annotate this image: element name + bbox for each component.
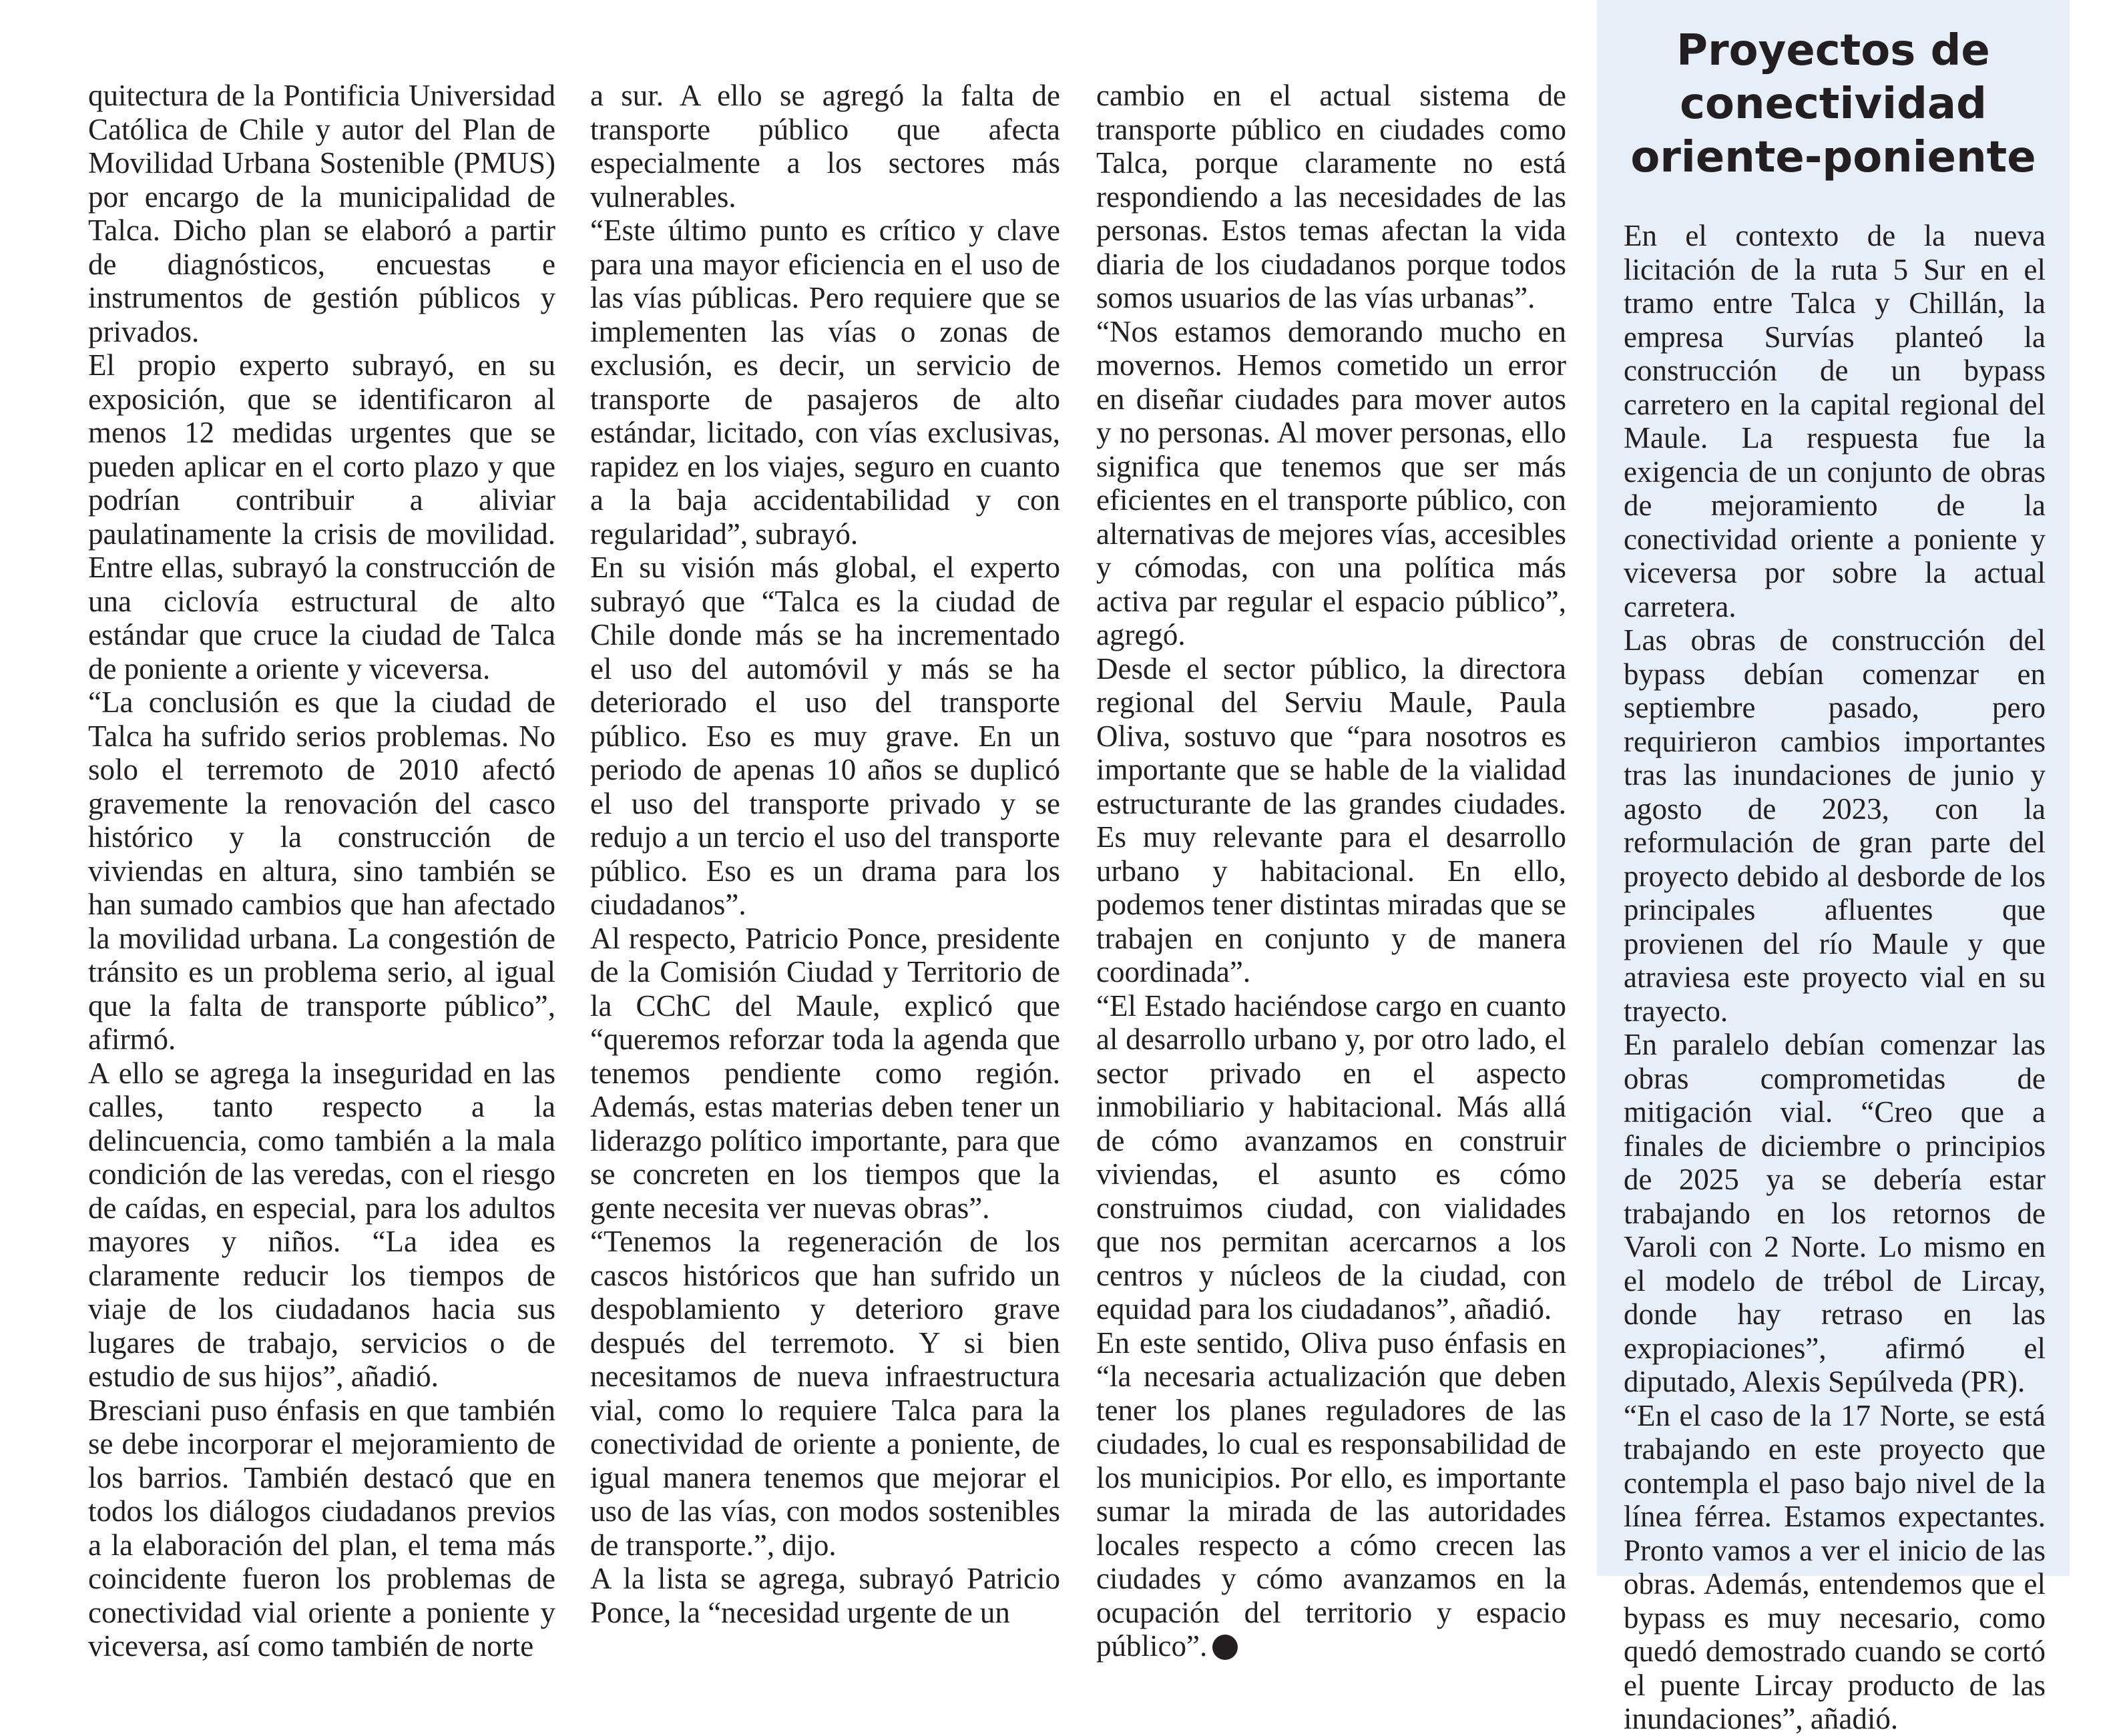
sidebar-paragraph: En paralelo debían comenzar las obras comprometidas de mitigación vial. “Creo que a finales de diciembre o principios de 2025 ya se debería estar trabajando en los retornos de Varoli con 2 Norte. Lo mismo en el modelo de trébol de Lircay, donde hay retraso en las expropiaciones”, afirmó el diputado, Alexis Sepúlveda (PR). (1624, 1028, 2046, 1398)
sidebar-paragraph: “En el caso de la 17 Norte, se está trabajando en este proyecto que contempla el paso bajo nivel de la línea férrea. Estamos expectantes. Pronto vamos a ver el inicio de las obras. Además, entendemos que el bypass es muy necesario, como quedó demostrado cuando se cortó el puente Lircay producto de las inundaciones”, añadió. (1624, 1398, 2046, 1735)
last-paragraph (1096, 1326, 1566, 1663)
paragraph: “La conclusión es que la ciudad de Talca ha sufrido serios problemas. No solo el terremoto de 2010 afectó gravemente la renovación del casco histórico y la construcción de viviendas en altura, sino también se han sumado cambios que han afectado la movilidad urbana. La congestión de tránsito es un problema serio, al igual que la falta de transporte público”, afirmó. (88, 685, 555, 1056)
sidebar-title: Proyectos de conectividad oriente-poniente (1630, 26, 2036, 182)
paragraph: “El Estado haciéndose cargo en cuanto al desarrollo urbano y, por otro lado, el sector privado en el aspecto inmobiliario y habitacional. Más allá de cómo avanzamos en construir viviendas, el asunto es cómo construimos ciudad, con vialidades que nos permitan acercarnos a los centros y núcleos de la ciudad, con equidad para los ciudadanos”, añadió. (1096, 988, 1566, 1326)
paragraph: Al respecto, Patricio Ponce, presidente de la Comisión Ciudad y Territorio de la CChC del Maule, explicó que “queremos reforzar toda la agenda que tenemos pendiente como región. Además, estas materias deben tener un liderazgo político importante, para que se concreten en los tiempos que la gente necesita ver nuevas obras”. (590, 921, 1060, 1225)
article-column-1 (88, 79, 555, 1663)
end-of-article-bullet-icon (1212, 1635, 1238, 1660)
paragraph: “Nos estamos demorando mucho en movernos. Hemos cometido un error en diseñar ciudades para mover autos y no personas. Al mover personas, ello significa que tenemos que ser más eficientes en el transporte público, con alternativas de mejores vías, accesibles y cómodas, con una política más activa par regular el espacio público”, agregó. (1096, 314, 1566, 651)
paragraph: A la lista se agrega, subrayó Patricio Ponce, la “necesidad urgente de un (590, 1562, 1060, 1629)
paragraph: cambio en el actual sistema de transporte público en ciudades como Talca, porque claramente no está respondiendo a las necesidades de las personas. Estos temas afectan la vida diaria de los ciudadanos porque todos somos usuarios de las vías urbanas”. (1096, 79, 1566, 314)
paragraph: quitectura de la Pontificia Universidad Católica de Chile y autor del Plan de Movilidad Urbana Sostenible (PMUS) por encargo de la municipalidad de Talca. Dicho plan se elaboró a partir de diagnósticos, encuestas e instrumentos de gestión públicos y privados. (88, 79, 555, 348)
sidebar-body (1624, 219, 2046, 1735)
paragraph: El propio experto subrayó, en su exposición, que se identificaron al menos 12 medidas urgentes que se pueden aplicar en el corto plazo y que podrían contribuir a aliviar paulatinamente la crisis de movilidad. Entre ellas, subrayó la construcción de una ciclovía estructural de alto estándar que cruce la ciudad de Talca de poniente a oriente y viceversa. (88, 348, 555, 685)
sidebar-paragraph: En el contexto de la nueva licitación de la ruta 5 Sur en el tramo entre Talca y Chillán, la empresa Survías planteó la construcción de un bypass carretero en la capital regional del Maule. La respuesta fue la exigencia de un conjunto de obras de mejoramiento de la conectividad oriente a poniente y viceversa por sobre la actual carretera. (1624, 219, 2046, 623)
paragraph: En su visión más global, el experto subrayó que “Talca es la ciudad de Chile donde más se ha incrementado el uso del automóvil y más se ha deteriorado el uso del transporte público. Eso es muy grave. En un periodo de apenas 10 años se duplicó el uso del transporte privado y se redujo a un tercio el uso del transporte público. Eso es un drama para los ciudadanos”. (590, 551, 1060, 921)
paragraph: A ello se agrega la inseguridad en las calles, tanto respecto a la delincuencia, como también a la mala condición de las veredas, con el riesgo de caídas, en especial, para los adultos mayores y niños. “La idea es claramente reducir los tiempos de viaje de los ciudadanos hacia sus lugares de trabajo, servicios o de estudio de sus hijos”, añadió. (88, 1056, 555, 1393)
paragraph: a sur. A ello se agregó la falta de transporte público que afecta especialmente a los sectores más vulnerables. (590, 79, 1060, 214)
paragraph: Desde el sector público, la directora regional del Serviu Maule, Paula Oliva, sostuvo que “para nosotros es importante que se hable de la vialidad estructurante de las grandes ciudades. Es muy relevante para el desarrollo urbano y habitacional. En ello, podemos tener distintas miradas que se trabajen en conjunto y de manera coordinada”. (1096, 651, 1566, 988)
article-column-3 (1096, 79, 1566, 1663)
sidebar-box (1597, 0, 2070, 1735)
sidebar-paragraph: Las obras de construcción del bypass debían comenzar en septiembre pasado, pero requirieron cambios importantes tras las inundaciones de junio y agosto de 2023, con la reformulación de gran parte del proyecto debido al desborde de los principales afluentes que provienen del río Maule y que atraviesa este proyecto vial en su trayecto. (1624, 623, 2046, 1028)
paragraph: “Este último punto es crítico y clave para una mayor eficiencia en el uso de las vías públicas. Pero requiere que se implementen las vías o zonas de exclusión, es decir, un servicio de transporte de pasajeros de alto estándar, licitado, con vías exclusivas, rapidez en los viajes, seguro en cuanto a la baja accidentabilidad y con regularidad”, subrayó. (590, 214, 1060, 551)
paragraph: “Tenemos la regeneración de los cascos históricos que han sufrido un despoblamiento y deterioro grave después del terremoto. Y si bien necesitamos de nueva infraestructura vial, como lo requiere Talca para la conectividad de oriente a poniente, de igual manera tenemos que mejorar el uso de las vías, con modos sostenibles de transporte.”, dijo. (590, 1225, 1060, 1562)
article-column-2 (590, 79, 1060, 1629)
paragraph-text: En este sentido, Oliva puso énfasis en “la necesaria actualización que deben tener los planes reguladores de las ciudades, lo cual es responsabilidad de los municipios. Por ello, es importante sumar la mirada de las autoridades locales respecto a cómo crecen las ciudades y cómo avanzamos en la ocupación del territorio y espacio público”. (1096, 1326, 1566, 1663)
paragraph: Bresciani puso énfasis en que también se debe incorporar el mejoramiento de los barrios. También destacó que en todos los diálogos ciudadanos previos a la elaboración del plan, el tema más coincidente fueron los problemas de conectividad vial oriente a poniente y viceversa, así como también de norte (88, 1393, 555, 1663)
